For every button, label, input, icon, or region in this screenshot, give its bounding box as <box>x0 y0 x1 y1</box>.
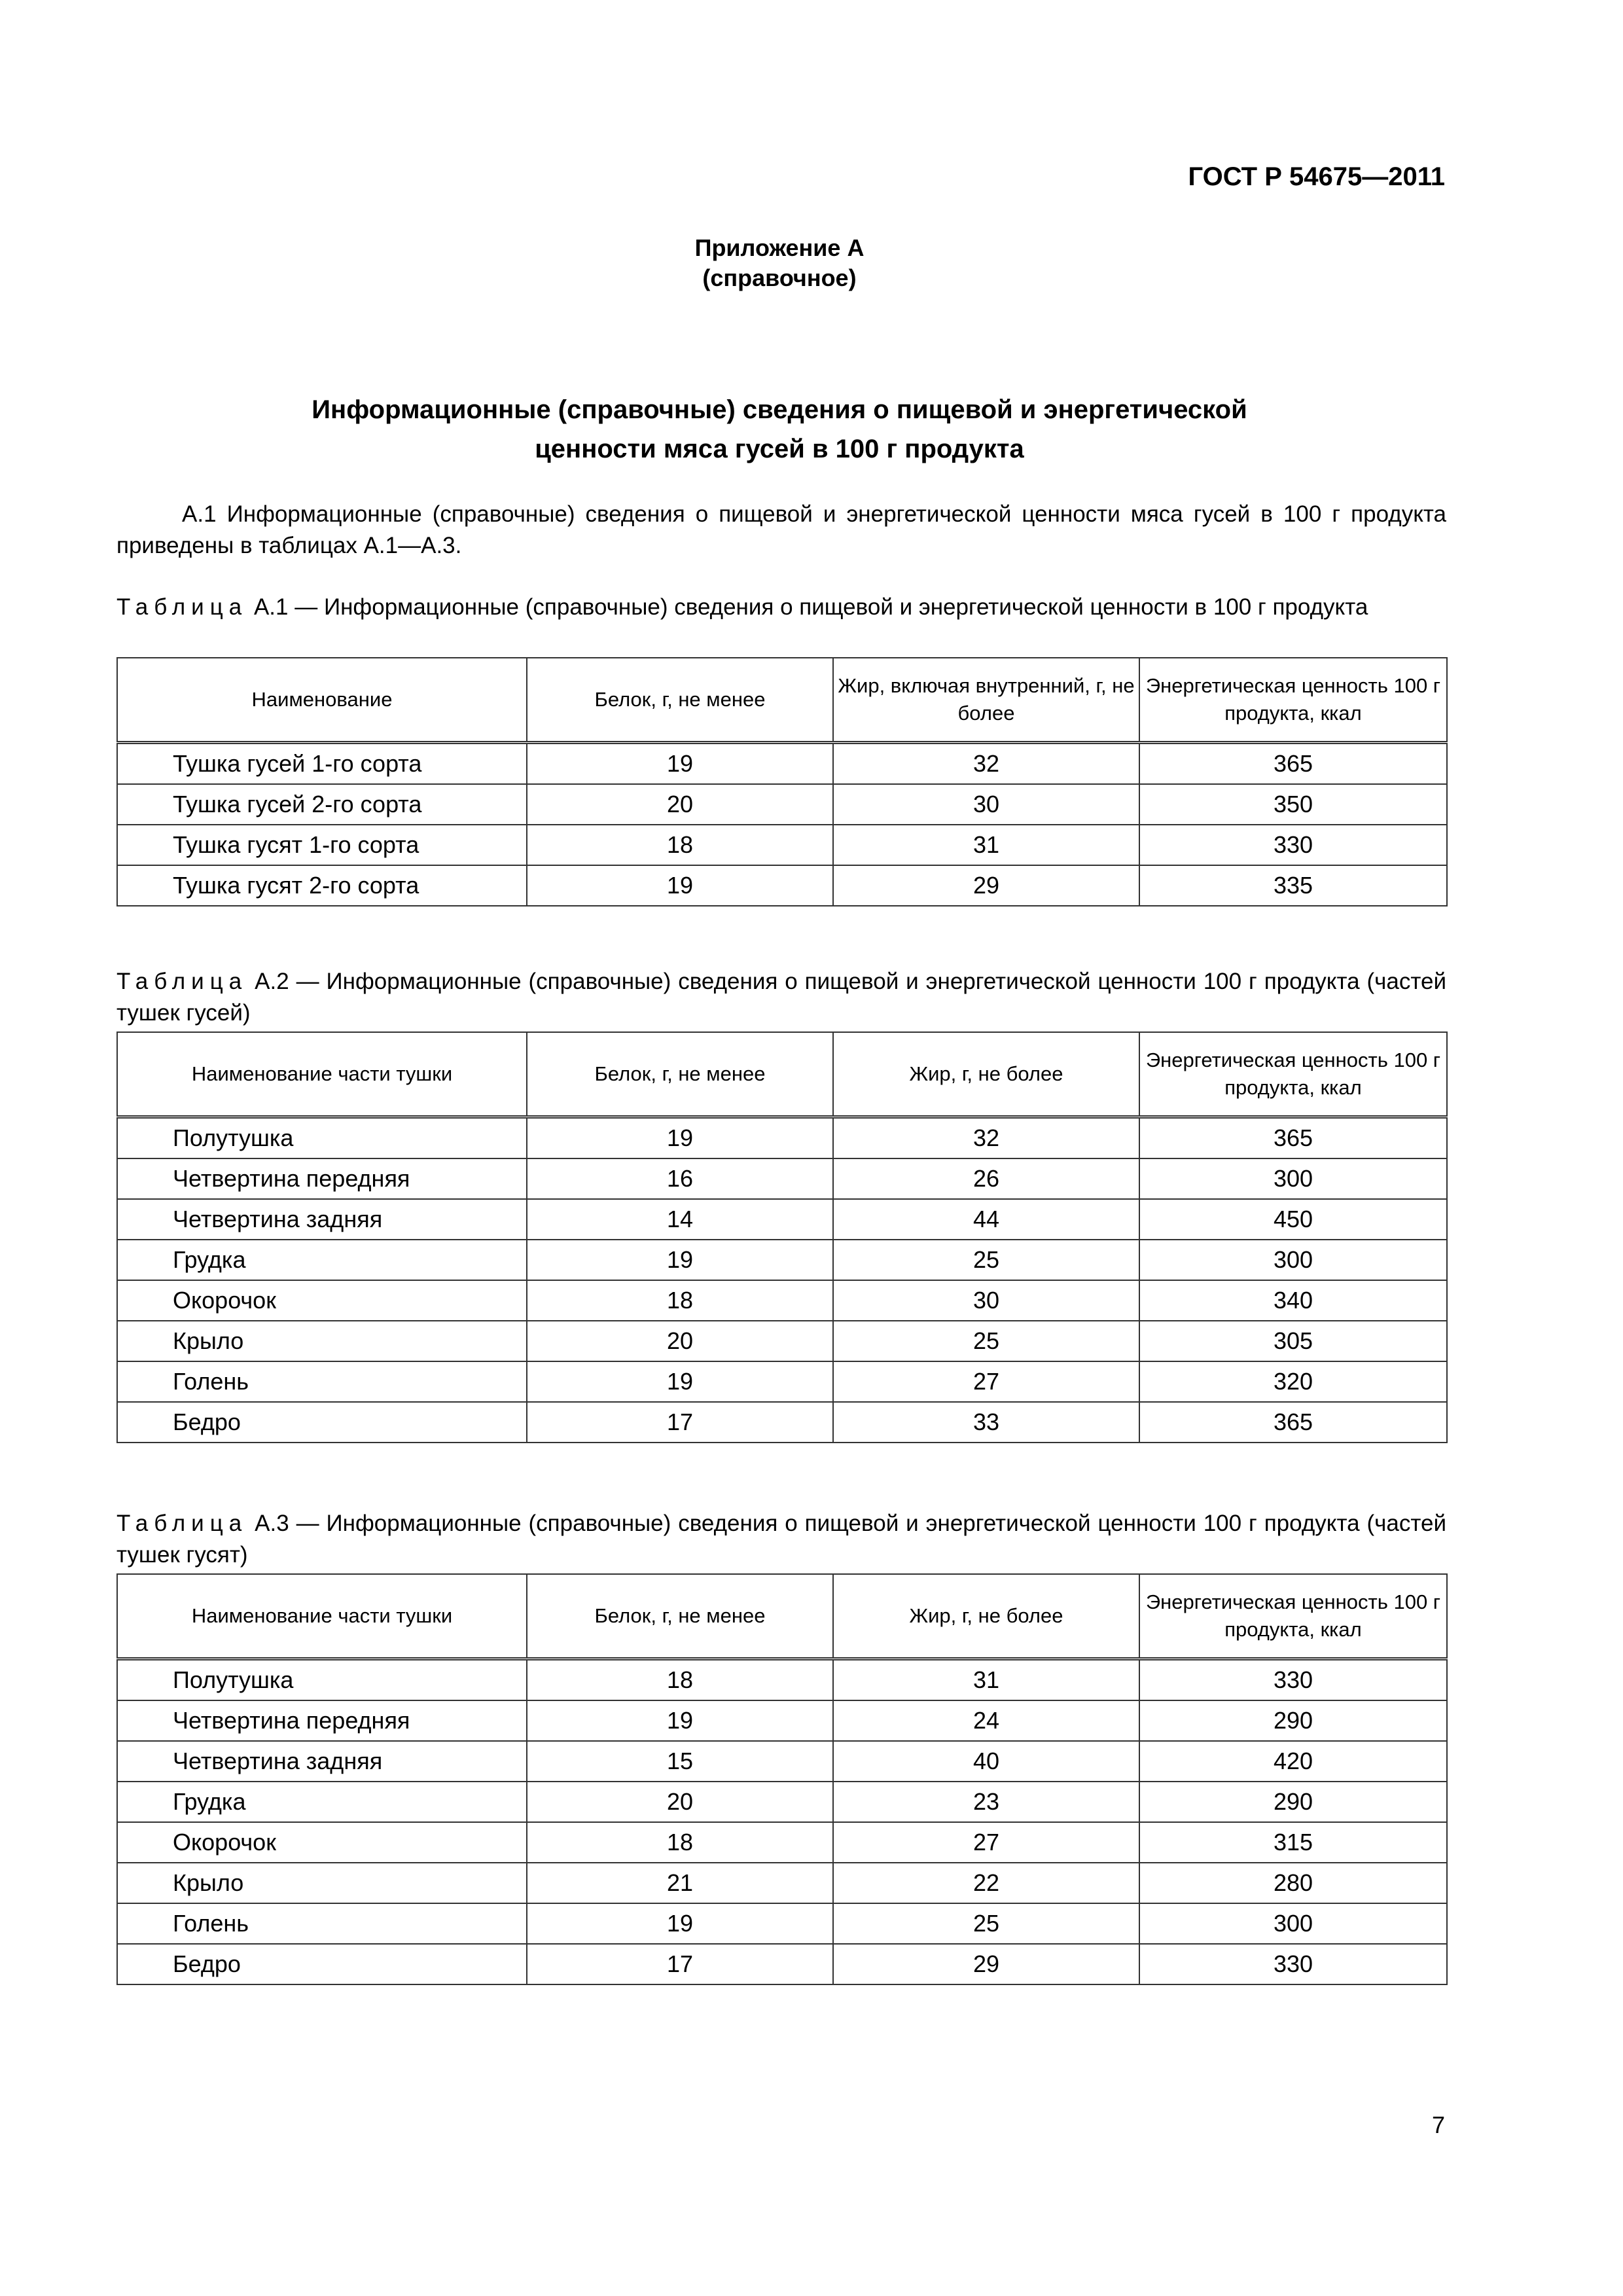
table-cell: 23 <box>833 1782 1139 1822</box>
appendix-subtitle: (справочное) <box>702 264 857 291</box>
table-caption-a1 <box>116 592 1446 623</box>
table-cell: 25 <box>833 1903 1139 1944</box>
table-row <box>117 1240 1447 1280</box>
column-header: Наименование части тушки <box>117 1032 527 1117</box>
table-row <box>117 1822 1447 1863</box>
table-row <box>117 1199 1447 1240</box>
table-cell: 315 <box>1139 1822 1447 1863</box>
table-row <box>117 1402 1447 1443</box>
table-caption-text: А.2 — Информационные (справочные) сведения о пищевой и энергетической ценности 100 г продукта (частей тушек гусей) <box>116 969 1446 1026</box>
table-a3 <box>116 1573 1448 1985</box>
table-cell: 350 <box>1139 784 1447 825</box>
table-cell: Грудка <box>117 1240 527 1280</box>
table-cell: Голень <box>117 1903 527 1944</box>
table-cell: 450 <box>1139 1199 1447 1240</box>
table-cell: 330 <box>1139 1944 1447 1984</box>
column-header: Энергетическая ценность 100 г продукта, ккал <box>1139 1574 1447 1659</box>
column-header: Энергетическая ценность 100 г продукта, ккал <box>1139 1032 1447 1117</box>
intro-paragraph: А.1 Информационные (справочные) сведения о пищевой и энергетической ценности мяса гусей в 100 г продукта приведены в таблицах А.1—А.3. <box>116 501 1446 558</box>
table-cell: 300 <box>1139 1158 1447 1199</box>
table-cell: 20 <box>527 1321 833 1361</box>
table-cell: 25 <box>833 1321 1139 1361</box>
table-cell: 29 <box>833 1944 1139 1984</box>
table-cell: Бедро <box>117 1944 527 1984</box>
table-cell: Четвертина задняя <box>117 1741 527 1782</box>
document-code: ГОСТ Р 54675—2011 <box>1188 162 1445 191</box>
table-cell: 305 <box>1139 1321 1447 1361</box>
table-cell: 29 <box>833 865 1139 906</box>
table-row <box>117 743 1447 785</box>
table-cell: 365 <box>1139 743 1447 785</box>
table-cell: 19 <box>527 743 833 785</box>
table-cell: 18 <box>527 1280 833 1321</box>
table-cell: 19 <box>527 1117 833 1159</box>
table-cell: Полутушка <box>117 1117 527 1159</box>
table-cell: 32 <box>833 743 1139 785</box>
table-cell: Четвертина передняя <box>117 1700 527 1741</box>
table-caption-a2 <box>116 966 1446 1029</box>
appendix-title: Приложение А <box>694 234 865 261</box>
table-label: Таблица <box>116 969 248 994</box>
table-header-row <box>117 1032 1447 1117</box>
column-header: Наименование <box>117 658 527 743</box>
table-cell: Окорочок <box>117 1822 527 1863</box>
table-cell: Крыло <box>117 1321 527 1361</box>
table-cell: Четвертина задняя <box>117 1199 527 1240</box>
table-caption-a3 <box>116 1508 1446 1571</box>
table-cell: 14 <box>527 1199 833 1240</box>
table-cell: 340 <box>1139 1280 1447 1321</box>
appendix-heading <box>0 233 1559 293</box>
page-title-line-2: ценности мяса гусей в 100 г продукта <box>535 435 1024 463</box>
table-cell: 19 <box>527 1361 833 1402</box>
table-cell: 17 <box>527 1944 833 1984</box>
table-cell: 16 <box>527 1158 833 1199</box>
table-cell: 300 <box>1139 1903 1447 1944</box>
table-cell: 21 <box>527 1863 833 1903</box>
table-a1 <box>116 657 1448 906</box>
table-cell: 25 <box>833 1240 1139 1280</box>
table-cell: 31 <box>833 1659 1139 1701</box>
table-cell: 330 <box>1139 1659 1447 1701</box>
table-row <box>117 865 1447 906</box>
table-header-row <box>117 658 1447 743</box>
table-label: Таблица <box>116 1511 248 1536</box>
table-cell: 27 <box>833 1361 1139 1402</box>
table-a2 <box>116 1031 1448 1443</box>
table-row <box>117 1361 1447 1402</box>
table-cell: 32 <box>833 1117 1139 1159</box>
table-caption-text: А.1 — Информационные (справочные) сведения о пищевой и энергетической ценности в 100 г продукта <box>247 594 1368 620</box>
table-cell: 330 <box>1139 825 1447 865</box>
table-cell: 26 <box>833 1158 1139 1199</box>
table-row <box>117 1659 1447 1701</box>
column-header: Жир, включая внутренний, г, не более <box>833 658 1139 743</box>
column-header: Наименование части тушки <box>117 1574 527 1659</box>
table-cell: Голень <box>117 1361 527 1402</box>
table-cell: 30 <box>833 784 1139 825</box>
table-cell: Грудка <box>117 1782 527 1822</box>
table-cell: 20 <box>527 1782 833 1822</box>
table-cell: 18 <box>527 1659 833 1701</box>
table-label: Таблица <box>116 594 248 620</box>
table-row <box>117 784 1447 825</box>
table-cell: 320 <box>1139 1361 1447 1402</box>
table-cell: Полутушка <box>117 1659 527 1701</box>
column-header: Белок, г, не менее <box>527 1032 833 1117</box>
table-row <box>117 1741 1447 1782</box>
table-row <box>117 1700 1447 1741</box>
table-cell: 20 <box>527 784 833 825</box>
table-row <box>117 1863 1447 1903</box>
table-cell: 17 <box>527 1402 833 1443</box>
table-cell: 33 <box>833 1402 1139 1443</box>
table-cell: 300 <box>1139 1240 1447 1280</box>
table-cell: 40 <box>833 1741 1139 1782</box>
table-cell: 18 <box>527 825 833 865</box>
table-cell: 290 <box>1139 1700 1447 1741</box>
table-cell: 19 <box>527 1903 833 1944</box>
table-cell: 19 <box>527 865 833 906</box>
table-caption-text: А.3 — Информационные (справочные) сведения о пищевой и энергетической ценности 100 г продукта (частей тушек гусят) <box>116 1511 1446 1568</box>
table-cell: 22 <box>833 1863 1139 1903</box>
table-cell: 335 <box>1139 865 1447 906</box>
table-row <box>117 1158 1447 1199</box>
table-cell: 18 <box>527 1822 833 1863</box>
table-cell: 15 <box>527 1741 833 1782</box>
table-cell: 31 <box>833 825 1139 865</box>
table-cell: 19 <box>527 1700 833 1741</box>
table-cell: Бедро <box>117 1402 527 1443</box>
table-row <box>117 1944 1447 1984</box>
table-row <box>117 1903 1447 1944</box>
table-row <box>117 1782 1447 1822</box>
page-title <box>0 390 1559 469</box>
table-cell: Окорочок <box>117 1280 527 1321</box>
table-cell: 30 <box>833 1280 1139 1321</box>
table-cell: Тушка гусей 1-го сорта <box>117 743 527 785</box>
table-cell: Тушка гусят 1-го сорта <box>117 825 527 865</box>
table-row <box>117 1280 1447 1321</box>
column-header: Белок, г, не менее <box>527 1574 833 1659</box>
table-cell: 365 <box>1139 1117 1447 1159</box>
page-title-line-1: Информационные (справочные) сведения о пищевой и энергетической <box>312 395 1247 424</box>
table-cell: 24 <box>833 1700 1139 1741</box>
table-cell: 280 <box>1139 1863 1447 1903</box>
table-cell: Четвертина передняя <box>117 1158 527 1199</box>
table-cell: 290 <box>1139 1782 1447 1822</box>
table-cell: Тушка гусят 2-го сорта <box>117 865 527 906</box>
column-header: Энергетическая ценность 100 г продукта, ккал <box>1139 658 1447 743</box>
table-cell: Крыло <box>117 1863 527 1903</box>
table-cell: 365 <box>1139 1402 1447 1443</box>
table-cell: 420 <box>1139 1741 1447 1782</box>
table-cell: 44 <box>833 1199 1139 1240</box>
column-header: Жир, г, не более <box>833 1574 1139 1659</box>
column-header: Белок, г, не менее <box>527 658 833 743</box>
column-header: Жир, г, не более <box>833 1032 1139 1117</box>
table-row <box>117 825 1447 865</box>
page-number: 7 <box>1431 2111 1445 2138</box>
table-cell: 19 <box>527 1240 833 1280</box>
table-row <box>117 1117 1447 1159</box>
table-header-row <box>117 1574 1447 1659</box>
table-cell: 27 <box>833 1822 1139 1863</box>
table-cell: Тушка гусей 2-го сорта <box>117 784 527 825</box>
table-row <box>117 1321 1447 1361</box>
